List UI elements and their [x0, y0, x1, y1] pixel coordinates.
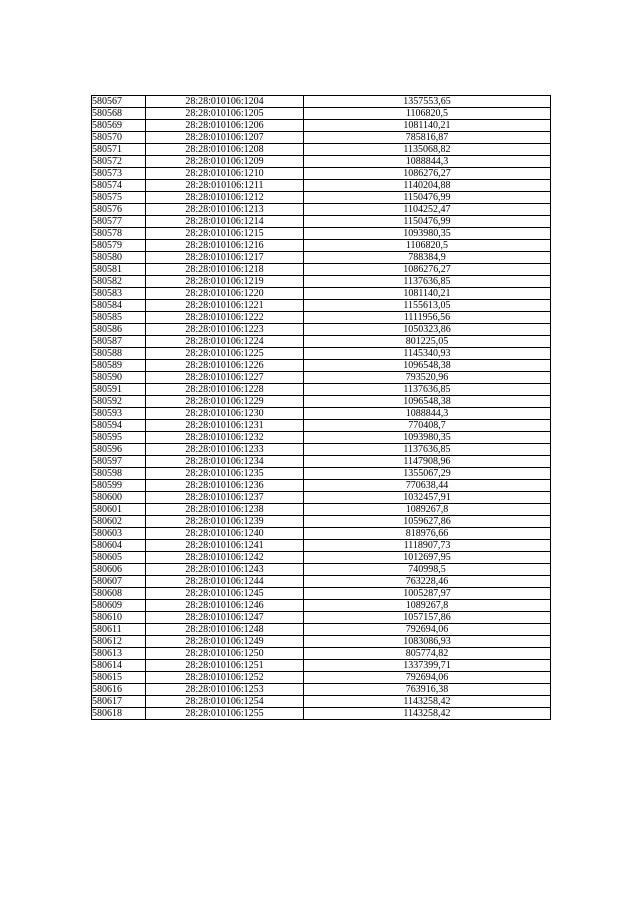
table-row: [92, 420, 551, 432]
row-id-cell: 580616: [92, 684, 146, 696]
cadastral-number-cell: 28:28:010106:1222: [146, 312, 304, 324]
cadastral-number-cell: 28:28:010106:1232: [146, 432, 304, 444]
value-cell: 1088844,3: [304, 156, 551, 168]
table-row: [92, 480, 551, 492]
value-cell: 1135068,82: [304, 144, 551, 156]
value-cell: 1093980,35: [304, 228, 551, 240]
row-id-cell: 580587: [92, 336, 146, 348]
row-id-cell: 580580: [92, 252, 146, 264]
value-cell: 770408,7: [304, 420, 551, 432]
row-id-cell: 580568: [92, 108, 146, 120]
row-id-cell: 580579: [92, 240, 146, 252]
row-id-cell: 580605: [92, 552, 146, 564]
value-cell: 1147908,96: [304, 456, 551, 468]
cadastral-number-cell: 28:28:010106:1220: [146, 288, 304, 300]
cadastral-number-cell: 28:28:010106:1213: [146, 204, 304, 216]
row-id-cell: 580576: [92, 204, 146, 216]
value-cell: 1137636,85: [304, 444, 551, 456]
cadastral-number-cell: 28:28:010106:1255: [146, 708, 304, 720]
row-id-cell: 580607: [92, 576, 146, 588]
table-row: [92, 432, 551, 444]
row-id-cell: 580596: [92, 444, 146, 456]
table-row: [92, 132, 551, 144]
cadastral-number-cell: 28:28:010106:1204: [146, 96, 304, 108]
table-row: [92, 108, 551, 120]
table-row: [92, 204, 551, 216]
value-cell: 1088844,3: [304, 408, 551, 420]
table-row: [92, 516, 551, 528]
table-row: [92, 168, 551, 180]
value-cell: 1143258,42: [304, 708, 551, 720]
row-id-cell: 580590: [92, 372, 146, 384]
cadastral-number-cell: 28:28:010106:1217: [146, 252, 304, 264]
cadastral-number-cell: 28:28:010106:1247: [146, 612, 304, 624]
row-id-cell: 580614: [92, 660, 146, 672]
row-id-cell: 580610: [92, 612, 146, 624]
value-cell: 793520,96: [304, 372, 551, 384]
cadastral-number-cell: 28:28:010106:1231: [146, 420, 304, 432]
table-row: [92, 612, 551, 624]
cadastral-number-cell: 28:28:010106:1210: [146, 168, 304, 180]
value-cell: 1106820,5: [304, 108, 551, 120]
table-row: [92, 192, 551, 204]
table-body: [92, 96, 551, 720]
row-id-cell: 580606: [92, 564, 146, 576]
cadastral-number-cell: 28:28:010106:1253: [146, 684, 304, 696]
cadastral-number-cell: 28:28:010106:1223: [146, 324, 304, 336]
table-row: [92, 528, 551, 540]
value-cell: 1118907,73: [304, 540, 551, 552]
data-table: [91, 95, 551, 720]
table-row: [92, 276, 551, 288]
value-cell: 1093980,35: [304, 432, 551, 444]
row-id-cell: 580589: [92, 360, 146, 372]
table-row: [92, 564, 551, 576]
value-cell: 1155613,05: [304, 300, 551, 312]
row-id-cell: 580570: [92, 132, 146, 144]
value-cell: 1137636,85: [304, 276, 551, 288]
cadastral-number-cell: 28:28:010106:1229: [146, 396, 304, 408]
row-id-cell: 580575: [92, 192, 146, 204]
cadastral-number-cell: 28:28:010106:1252: [146, 672, 304, 684]
cadastral-number-cell: 28:28:010106:1230: [146, 408, 304, 420]
row-id-cell: 580585: [92, 312, 146, 324]
value-cell: 763228,46: [304, 576, 551, 588]
table-row: [92, 636, 551, 648]
cadastral-number-cell: 28:28:010106:1208: [146, 144, 304, 156]
table-row: [92, 120, 551, 132]
table-row: [92, 648, 551, 660]
table-row: [92, 336, 551, 348]
value-cell: 1083086,93: [304, 636, 551, 648]
row-id-cell: 580573: [92, 168, 146, 180]
row-id-cell: 580588: [92, 348, 146, 360]
value-cell: 770638,44: [304, 480, 551, 492]
row-id-cell: 580612: [92, 636, 146, 648]
cadastral-number-cell: 28:28:010106:1237: [146, 492, 304, 504]
row-id-cell: 580569: [92, 120, 146, 132]
row-id-cell: 580582: [92, 276, 146, 288]
row-id-cell: 580609: [92, 600, 146, 612]
table-row: [92, 600, 551, 612]
cadastral-number-cell: 28:28:010106:1245: [146, 588, 304, 600]
value-cell: 1050323,86: [304, 324, 551, 336]
value-cell: 1357553,65: [304, 96, 551, 108]
value-cell: 1104252,47: [304, 204, 551, 216]
value-cell: 1150476,99: [304, 192, 551, 204]
cadastral-number-cell: 28:28:010106:1238: [146, 504, 304, 516]
row-id-cell: 580602: [92, 516, 146, 528]
table-row: [92, 324, 551, 336]
table-row: [92, 504, 551, 516]
table-row: [92, 660, 551, 672]
cadastral-number-cell: 28:28:010106:1212: [146, 192, 304, 204]
table-row: [92, 228, 551, 240]
row-id-cell: 580595: [92, 432, 146, 444]
row-id-cell: 580608: [92, 588, 146, 600]
row-id-cell: 580571: [92, 144, 146, 156]
row-id-cell: 580617: [92, 696, 146, 708]
row-id-cell: 580600: [92, 492, 146, 504]
cadastral-number-cell: 28:28:010106:1236: [146, 480, 304, 492]
row-id-cell: 580586: [92, 324, 146, 336]
row-id-cell: 580598: [92, 468, 146, 480]
cadastral-number-cell: 28:28:010106:1251: [146, 660, 304, 672]
cadastral-number-cell: 28:28:010106:1214: [146, 216, 304, 228]
table-row: [92, 492, 551, 504]
table-row: [92, 216, 551, 228]
table-row: [92, 156, 551, 168]
table-row: [92, 684, 551, 696]
table-row: [92, 240, 551, 252]
row-id-cell: 580615: [92, 672, 146, 684]
cadastral-number-cell: 28:28:010106:1242: [146, 552, 304, 564]
row-id-cell: 580599: [92, 480, 146, 492]
cadastral-number-cell: 28:28:010106:1241: [146, 540, 304, 552]
row-id-cell: 580574: [92, 180, 146, 192]
cadastral-number-cell: 28:28:010106:1207: [146, 132, 304, 144]
cadastral-number-cell: 28:28:010106:1254: [146, 696, 304, 708]
cadastral-number-cell: 28:28:010106:1248: [146, 624, 304, 636]
row-id-cell: 580583: [92, 288, 146, 300]
cadastral-number-cell: 28:28:010106:1234: [146, 456, 304, 468]
row-id-cell: 580591: [92, 384, 146, 396]
cadastral-number-cell: 28:28:010106:1240: [146, 528, 304, 540]
cadastral-number-cell: 28:28:010106:1215: [146, 228, 304, 240]
value-cell: 1089267,8: [304, 600, 551, 612]
value-cell: 1096548,38: [304, 396, 551, 408]
row-id-cell: 580592: [92, 396, 146, 408]
row-id-cell: 580611: [92, 624, 146, 636]
table-row: [92, 252, 551, 264]
table-row: [92, 348, 551, 360]
value-cell: 792694,06: [304, 624, 551, 636]
row-id-cell: 580601: [92, 504, 146, 516]
cadastral-number-cell: 28:28:010106:1218: [146, 264, 304, 276]
table-row: [92, 96, 551, 108]
cadastral-number-cell: 28:28:010106:1228: [146, 384, 304, 396]
row-id-cell: 580584: [92, 300, 146, 312]
table-row: [92, 180, 551, 192]
table-row: [92, 456, 551, 468]
cadastral-number-cell: 28:28:010106:1243: [146, 564, 304, 576]
value-cell: 1059627,86: [304, 516, 551, 528]
value-cell: 1111956,56: [304, 312, 551, 324]
cadastral-number-cell: 28:28:010106:1224: [146, 336, 304, 348]
table-row: [92, 408, 551, 420]
cadastral-number-cell: 28:28:010106:1205: [146, 108, 304, 120]
table-row: [92, 672, 551, 684]
value-cell: 805774,82: [304, 648, 551, 660]
value-cell: 763916,38: [304, 684, 551, 696]
value-cell: 1081140,21: [304, 288, 551, 300]
table-row: [92, 588, 551, 600]
cadastral-number-cell: 28:28:010106:1216: [146, 240, 304, 252]
value-cell: 1086276,27: [304, 168, 551, 180]
value-cell: 801225,05: [304, 336, 551, 348]
table-row: [92, 300, 551, 312]
value-cell: 1150476,99: [304, 216, 551, 228]
table-row: [92, 540, 551, 552]
value-cell: 740998,5: [304, 564, 551, 576]
cadastral-number-cell: 28:28:010106:1226: [146, 360, 304, 372]
row-id-cell: 580594: [92, 420, 146, 432]
row-id-cell: 580603: [92, 528, 146, 540]
value-cell: 1005287,97: [304, 588, 551, 600]
row-id-cell: 580593: [92, 408, 146, 420]
table-row: [92, 288, 551, 300]
value-cell: 785816,87: [304, 132, 551, 144]
value-cell: 818976,66: [304, 528, 551, 540]
table-row: [92, 468, 551, 480]
row-id-cell: 580613: [92, 648, 146, 660]
table-row: [92, 708, 551, 720]
value-cell: 792694,06: [304, 672, 551, 684]
cadastral-number-cell: 28:28:010106:1235: [146, 468, 304, 480]
table-row: [92, 312, 551, 324]
row-id-cell: 580597: [92, 456, 146, 468]
table-row: [92, 264, 551, 276]
cadastral-number-cell: 28:28:010106:1209: [146, 156, 304, 168]
value-cell: 1137636,85: [304, 384, 551, 396]
table-row: [92, 552, 551, 564]
table-row: [92, 576, 551, 588]
table-row: [92, 396, 551, 408]
value-cell: 788384,9: [304, 252, 551, 264]
value-cell: 1145340,93: [304, 348, 551, 360]
cadastral-number-cell: 28:28:010106:1227: [146, 372, 304, 384]
value-cell: 1140204,88: [304, 180, 551, 192]
cadastral-number-cell: 28:28:010106:1219: [146, 276, 304, 288]
row-id-cell: 580577: [92, 216, 146, 228]
value-cell: 1143258,42: [304, 696, 551, 708]
value-cell: 1012697,95: [304, 552, 551, 564]
cadastral-number-cell: 28:28:010106:1233: [146, 444, 304, 456]
cadastral-number-cell: 28:28:010106:1249: [146, 636, 304, 648]
row-id-cell: 580578: [92, 228, 146, 240]
table-row: [92, 696, 551, 708]
value-cell: 1057157,86: [304, 612, 551, 624]
table-row: [92, 384, 551, 396]
table-row: [92, 144, 551, 156]
row-id-cell: 580604: [92, 540, 146, 552]
table-row: [92, 444, 551, 456]
row-id-cell: 580581: [92, 264, 146, 276]
cadastral-number-cell: 28:28:010106:1246: [146, 600, 304, 612]
cadastral-number-cell: 28:28:010106:1239: [146, 516, 304, 528]
value-cell: 1337399,71: [304, 660, 551, 672]
value-cell: 1081140,21: [304, 120, 551, 132]
cadastral-number-cell: 28:28:010106:1221: [146, 300, 304, 312]
cadastral-number-cell: 28:28:010106:1206: [146, 120, 304, 132]
table-row: [92, 372, 551, 384]
cadastral-number-cell: 28:28:010106:1250: [146, 648, 304, 660]
table-row: [92, 624, 551, 636]
cadastral-number-cell: 28:28:010106:1225: [146, 348, 304, 360]
row-id-cell: 580618: [92, 708, 146, 720]
value-cell: 1355067,29: [304, 468, 551, 480]
value-cell: 1106820,5: [304, 240, 551, 252]
cadastral-number-cell: 28:28:010106:1244: [146, 576, 304, 588]
value-cell: 1089267,8: [304, 504, 551, 516]
value-cell: 1086276,27: [304, 264, 551, 276]
value-cell: 1032457,91: [304, 492, 551, 504]
row-id-cell: 580567: [92, 96, 146, 108]
row-id-cell: 580572: [92, 156, 146, 168]
value-cell: 1096548,38: [304, 360, 551, 372]
table-row: [92, 360, 551, 372]
cadastral-number-cell: 28:28:010106:1211: [146, 180, 304, 192]
